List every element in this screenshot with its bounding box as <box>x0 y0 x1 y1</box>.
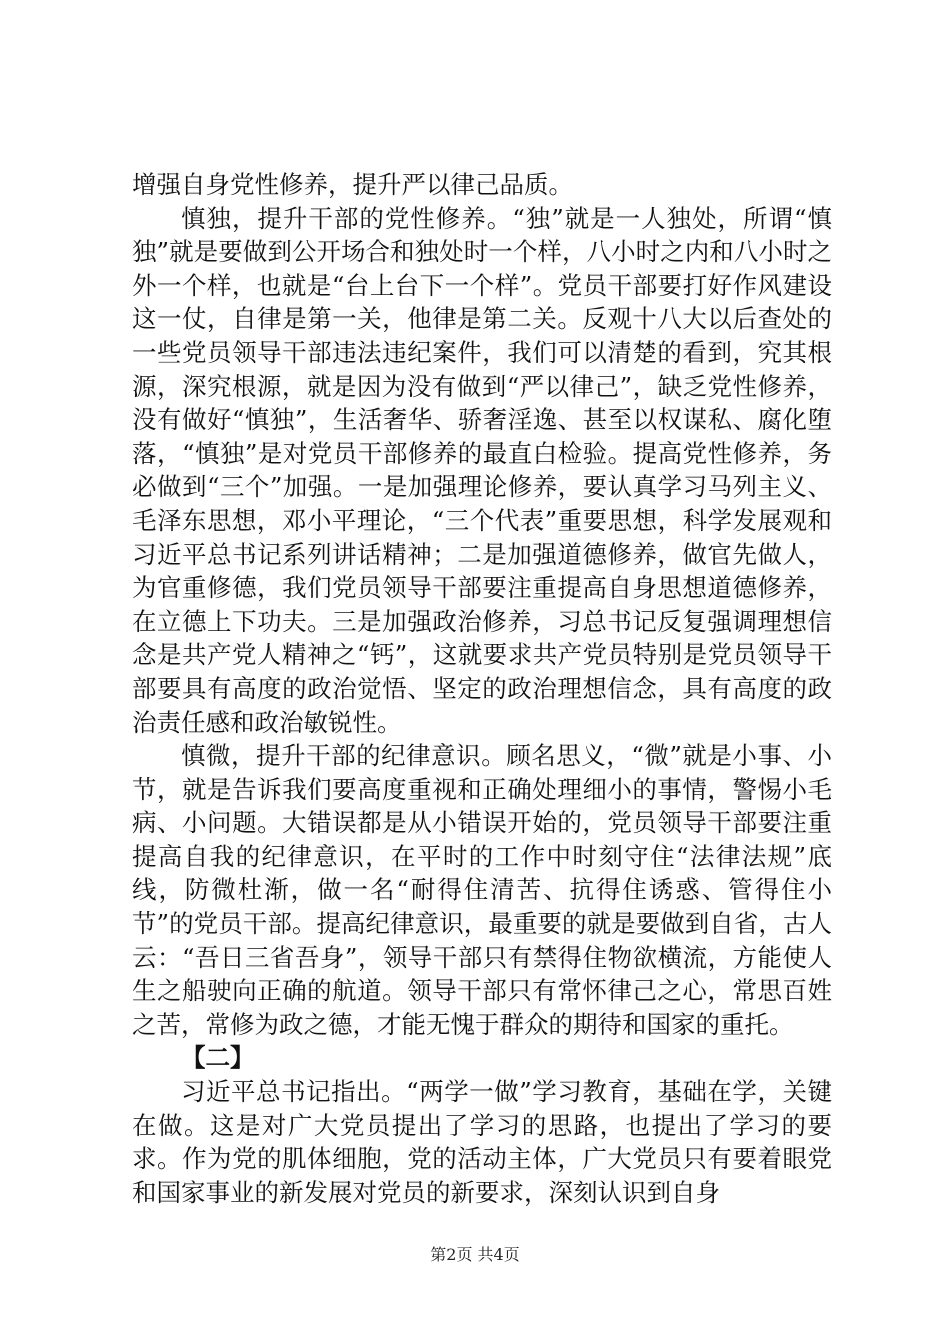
paragraph-continuation: 增强自身党性修养，提升严以律己品质。 <box>132 170 573 199</box>
section-heading: 【二】 <box>181 1043 255 1073</box>
paragraph-shendu: 慎独，提升干部的党性修养。“独”就是一人独处，所谓“慎独”就是要做到公开场合和独处时一个样，八小时之内和八小时之外一个样，也就是“台上台下一个样”。党员干部要打好作风建设这一仗，自律是第一关，他律是第二关。反观十八大以后查处的一些党员领导干部违法违纪案件，我们可以清楚的看到，究其根源，深究根源，就是因为没有做到“严以律己”，缺乏党性修养，没有做好“慎独”，生活奢华、骄奢淫逸、甚至以权谋私、腐化堕落，“慎独”是对党员干部修养的最直白检验。提高党性修养，务必做到“三个”加强。一是加强理论修养，要认真学习马列主义、毛泽东思想，邓小平理论，“三个代表”重要思想，科学发展观和习近平总书记系列讲话精神；二是加强道德修养，做官先做人，为官重修德，我们党员领导干部要注重提高自身思想道德修养，在立德上下功夫。三是加强政治修养，习总书记反复强调理想信念是共产党人精神之“钙”，这就要求共产党员特别是党员领导干部要具有高度的政治觉悟、坚定的政治理想信念，具有高度的政治责任感和政治敏锐性。 <box>132 203 832 737</box>
paragraph-liangxue-yizuo: 习近平总书记指出。“两学一做”学习教育，基础在学，关键在做。这是对广大党员提出了学习的思路，也提出了学习的要求。作为党的肌体细胞，党的活动主体，广大党员只有要着眼党和国家事业的新发展对党员的新要求，深刻认识到自身 <box>132 1077 832 1207</box>
paragraph-shenwei: 慎微，提升干部的纪律意识。顾名思义，“微”就是小事、小节，就是告诉我们要高度重视和正确处理细小的事情，警惕小毛病、小问题。大错误都是从小错误开始的，党员领导干部要注重提高自我的纪律意识，在平时的工作中时刻守住“法律法规”底线，防微杜渐，做一名“耐得住清苦、抗得住诱惑、管得住小节”的党员干部。提高纪律意识，最重要的就是要做到自省，古人云：“吾日三省吾身”，领导干部只有禁得住物欲横流，方能使人生之船驶向正确的航道。领导干部只有常怀律己之心，常思百姓之苦，常修为政之德，才能无愧于群众的期待和国家的重托。 <box>132 741 832 1039</box>
document-body <box>132 168 832 1209</box>
page-number-footer: 第2页 共4页 <box>430 1245 520 1264</box>
